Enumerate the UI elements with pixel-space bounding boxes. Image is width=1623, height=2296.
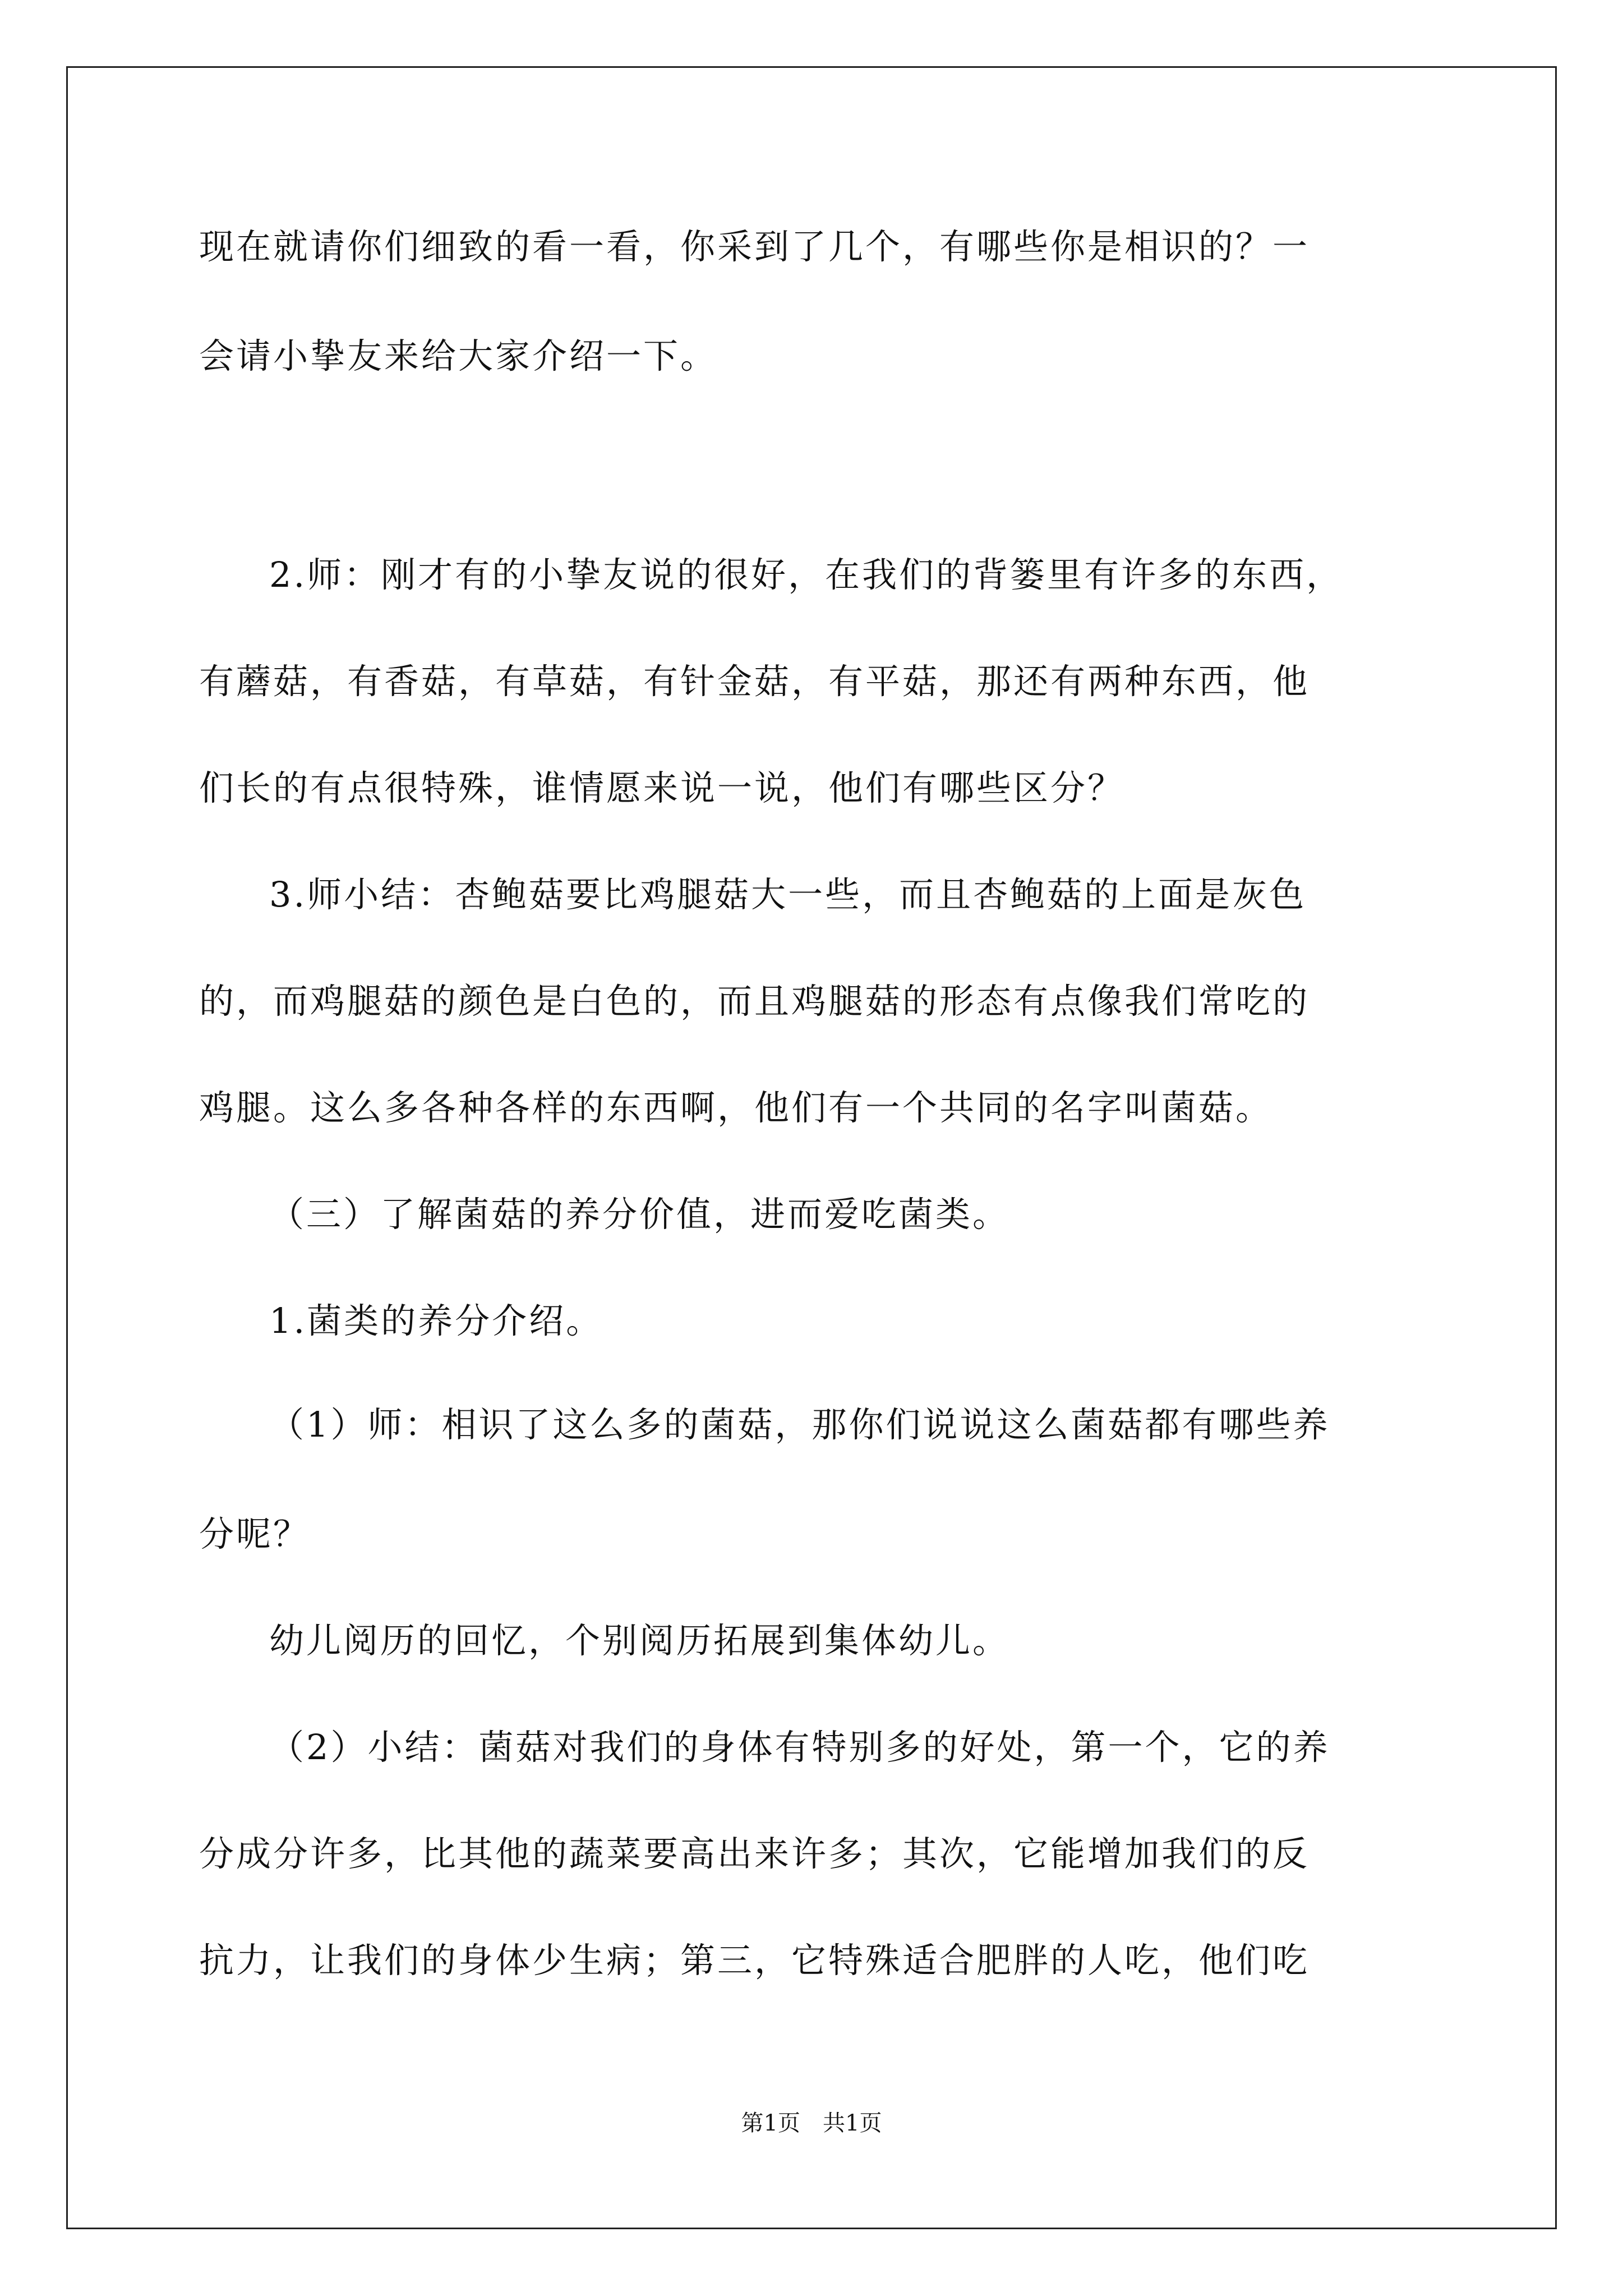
text-line: 有蘑菇，有香菇，有草菇，有针金菇，有平菇，那还有两种东西，他 <box>199 661 1310 702</box>
text-line: 1.菌类的养分介绍。 <box>269 1300 603 1341</box>
text-line: 现在就请你们细致的看一看，你采到了几个，有哪些你是相识的？一 <box>199 226 1310 267</box>
text-line: 幼儿阅历的回忆，个别阅历拓展到集体幼儿。 <box>269 1620 1010 1661</box>
text-line: 抗力，让我们的身体少生病；第三，它特殊适合肥胖的人吃，他们吃 <box>199 1940 1310 1981</box>
text-line: 的，而鸡腿菇的颜色是白色的，而且鸡腿菇的形态有点像我们常吃的 <box>199 981 1310 1022</box>
text-line: 分成分许多，比其他的蔬菜要高出来许多；其次，它能增加我们的反 <box>199 1833 1310 1874</box>
text-line: 鸡腿。这么多各种各样的东西啊，他们有一个共同的名字叫菌菇。 <box>199 1087 1273 1128</box>
text-line: （1）师：相识了这么多的菌菇，那你们说说这么菌菇都有哪些养 <box>269 1404 1330 1445</box>
page-footer: 第1页 共1页 <box>741 2110 882 2136</box>
text-line: 3.师小结：杏鲍菇要比鸡腿菇大一些，而且杏鲍菇的上面是灰色 <box>269 874 1307 915</box>
text-line: 2.师：刚才有的小挚友说的很好，在我们的背篓里有许多的东西， <box>269 554 1344 595</box>
text-line: （三）了解菌菇的养分价值，进而爱吃菌类。 <box>269 1194 1010 1235</box>
text-line: 们长的有点很特殊，谁情愿来说一说，他们有哪些区分？ <box>199 767 1125 808</box>
page-border <box>66 66 1557 2229</box>
text-line: 会请小挚友来给大家介绍一下。 <box>199 335 718 376</box>
text-line: （2）小结：菌菇对我们的身体有特别多的好处，第一个，它的养 <box>269 1727 1330 1768</box>
text-line: 分呢？ <box>199 1513 311 1554</box>
